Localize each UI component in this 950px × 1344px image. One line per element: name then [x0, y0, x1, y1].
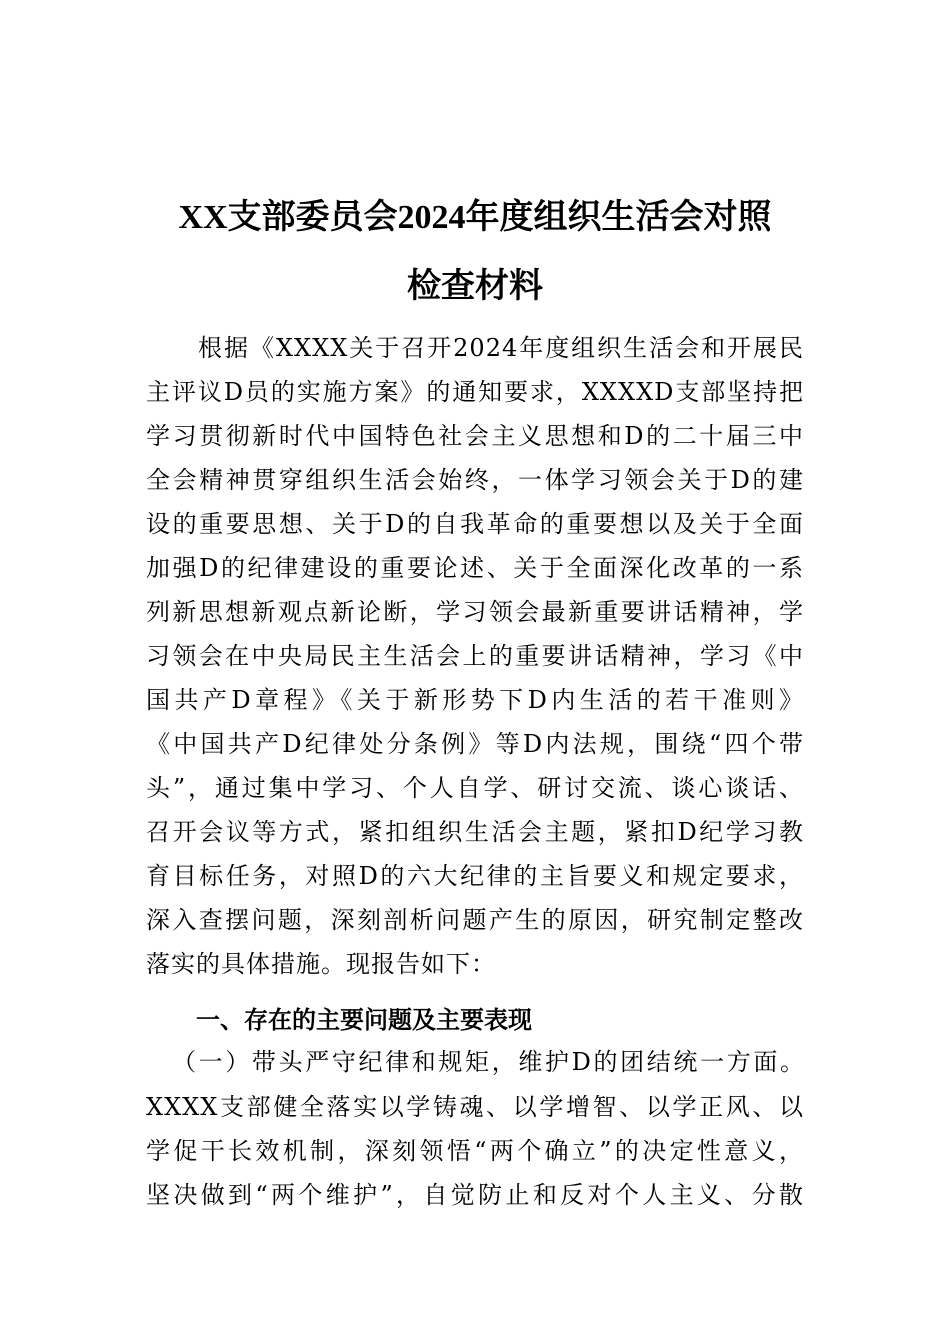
intro-line: 落实的具体措施。现报告如下：: [146, 950, 496, 978]
intro-line: 全会精神贯穿组织生活会始终，一体学习领会关于D的建: [146, 466, 804, 494]
section-subheading: （一）带头严守纪律和规矩，维护D的团结统一方面。: [172, 1048, 804, 1076]
intro-line: 设的重要思想、关于D的自我革命的重要想以及关于全面: [146, 510, 804, 538]
section-heading: 一、存在的主要问题及主要表现: [196, 1006, 532, 1034]
intro-line: 召开会议等方式，紧扣组织生活会主题，紧扣D纪学习教: [146, 818, 804, 846]
intro-line: 深入查摆问题，深刻剖析问题产生的原因，研究制定整改: [146, 906, 804, 934]
section-line: XXXX支部健全落实以学铸魂、以学增智、以学正风、以: [146, 1093, 804, 1121]
intro-line: 国共产D章程》《关于新形势下D内生活的若干准则》: [146, 686, 804, 714]
intro-line: 育目标任务，对照D的六大纪律的主旨要义和规定要求，: [146, 862, 804, 890]
title-line-1: XX支部委员会2024年度组织生活会对照: [178, 199, 772, 236]
intro-line: 头”，通过集中学习、个人自学、研讨交流、谈心谈话、: [146, 774, 804, 802]
intro-line: 根据《XXXX关于召开2024年度组织生活会和开展民: [198, 334, 804, 362]
section-line: 学促干长效机制，深刻领悟“两个确立”的决定性意义，: [146, 1137, 804, 1165]
intro-line: 主评议D员的实施方案》的通知要求，XXXXD支部坚持把: [146, 378, 804, 406]
title-line-2: 检查材料: [407, 268, 543, 305]
intro-line: 学习贯彻新时代中国特色社会主义思想和D的二十届三中: [146, 422, 804, 450]
section-line: 坚决做到“两个维护”，自觉防止和反对个人主义、分散: [146, 1181, 804, 1209]
intro-line: 列新思想新观点新论断，学习领会最新重要讲话精神，学: [146, 598, 804, 626]
intro-line: 《中国共产D纪律处分条例》等D内法规，围绕“四个带: [146, 730, 804, 758]
intro-line: 加强D的纪律建设的重要论述、关于全面深化改革的一系: [146, 554, 804, 582]
intro-line: 习领会在中央局民主生活会上的重要讲话精神，学习《中: [146, 642, 804, 670]
